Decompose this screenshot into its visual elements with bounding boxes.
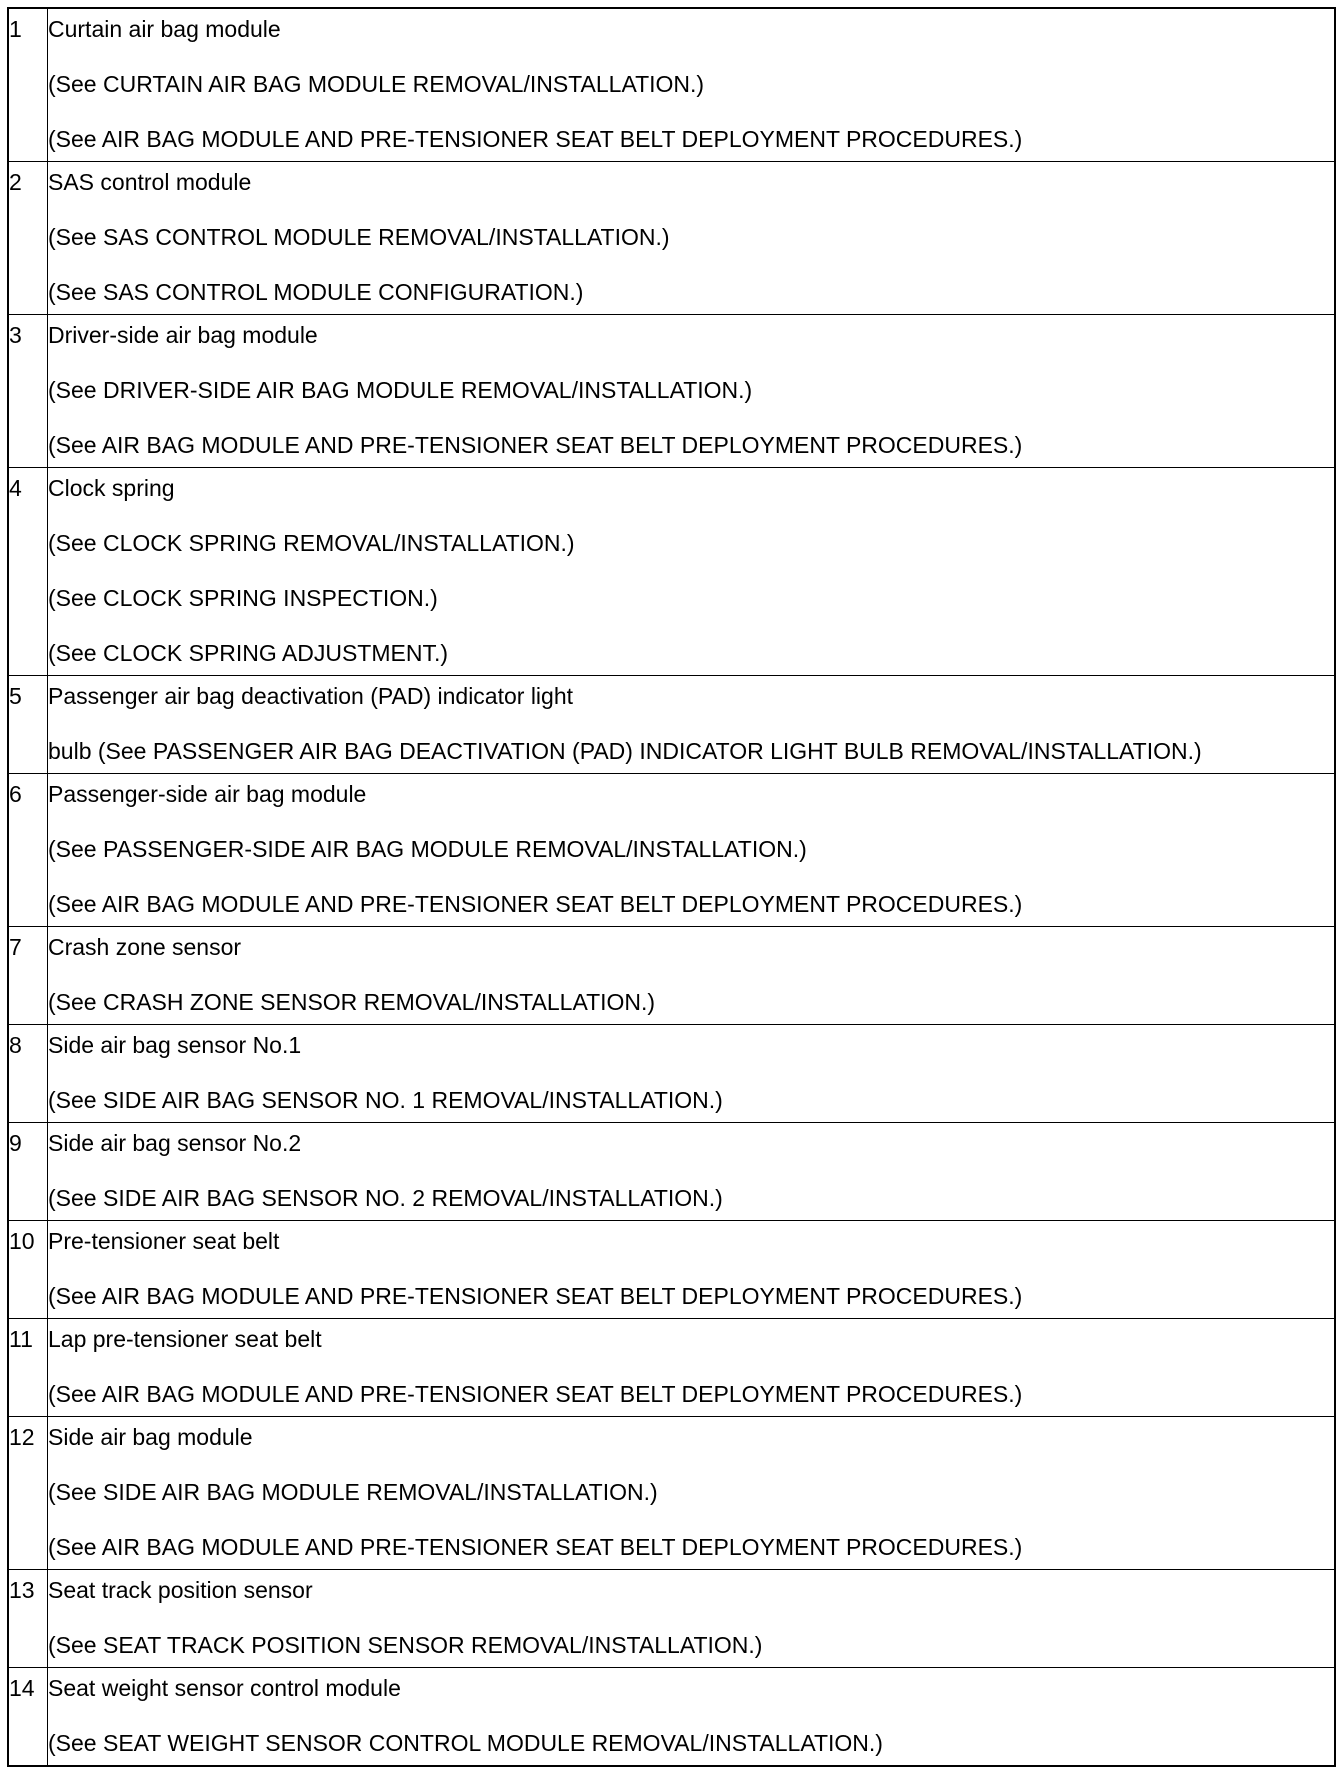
procedure-reference: (See SIDE AIR BAG SENSOR NO. 2 REMOVAL/INSTALLATION.) [48, 1185, 723, 1211]
item-number-text: 3 [9, 322, 22, 348]
item-number-text: 2 [9, 169, 22, 195]
component-name: Curtain air bag module [48, 16, 281, 42]
item-number-text: 5 [9, 683, 22, 709]
item-number [8, 1025, 48, 1123]
component-name: SAS control module [48, 169, 252, 195]
procedure-reference: bulb (See PASSENGER AIR BAG DEACTIVATION (PAD) INDICATOR LIGHT BULB REMOVAL/INSTALLATION.) [48, 738, 1202, 764]
component-name: Seat weight sensor control module [48, 1675, 401, 1701]
item-description [48, 927, 1336, 1025]
procedure-reference: (See CLOCK SPRING REMOVAL/INSTALLATION.) [48, 530, 575, 556]
procedure-reference: (See SEAT WEIGHT SENSOR CONTROL MODULE REMOVAL/INSTALLATION.) [48, 1730, 883, 1756]
table-row [8, 1668, 1335, 1767]
item-number-text: 7 [9, 934, 22, 960]
table-row [8, 8, 1335, 162]
item-number [8, 676, 48, 774]
item-number-text: 8 [9, 1032, 22, 1058]
component-name: Side air bag sensor No.1 [48, 1032, 302, 1058]
table-row [8, 1025, 1335, 1123]
procedure-reference: (See DRIVER-SIDE AIR BAG MODULE REMOVAL/INSTALLATION.) [48, 377, 753, 403]
table-row [8, 468, 1335, 676]
table-row [8, 1123, 1335, 1221]
component-name: Passenger air bag deactivation (PAD) indicator light [48, 683, 574, 709]
table-row [8, 315, 1335, 468]
item-number [8, 162, 48, 315]
component-name: Crash zone sensor [48, 934, 242, 960]
item-number [8, 8, 48, 162]
procedure-reference: (See SIDE AIR BAG MODULE REMOVAL/INSTALLATION.) [48, 1479, 658, 1505]
procedure-reference: (See CLOCK SPRING INSPECTION.) [48, 585, 438, 611]
item-number-text: 14 [9, 1675, 35, 1701]
table-row [8, 676, 1335, 774]
item-description [48, 1025, 1336, 1123]
procedure-reference: (See SEAT TRACK POSITION SENSOR REMOVAL/INSTALLATION.) [48, 1632, 763, 1658]
table-row [8, 927, 1335, 1025]
item-number [8, 1417, 48, 1570]
table-row [8, 1417, 1335, 1570]
component-name: Side air bag module [48, 1424, 253, 1450]
item-number [8, 1123, 48, 1221]
item-number [8, 774, 48, 927]
item-number-text: 4 [9, 475, 22, 501]
component-name: Side air bag sensor No.2 [48, 1130, 302, 1156]
item-description [48, 774, 1336, 927]
procedure-reference: (See CRASH ZONE SENSOR REMOVAL/INSTALLATION.) [48, 989, 656, 1015]
item-description [48, 1319, 1336, 1417]
procedure-reference: (See AIR BAG MODULE AND PRE-TENSIONER SEAT BELT DEPLOYMENT PROCEDURES.) [48, 1381, 1023, 1407]
item-number [8, 1668, 48, 1767]
component-name: Pre-tensioner seat belt [48, 1228, 280, 1254]
item-number-text: 13 [9, 1577, 35, 1603]
item-number [8, 1319, 48, 1417]
item-number [8, 1570, 48, 1668]
item-number-text: 11 [9, 1326, 33, 1352]
item-number-text: 12 [9, 1424, 35, 1450]
procedure-reference: (See SAS CONTROL MODULE REMOVAL/INSTALLATION.) [48, 224, 670, 250]
procedure-reference: (See PASSENGER-SIDE AIR BAG MODULE REMOVAL/INSTALLATION.) [48, 836, 807, 862]
item-number-text: 9 [9, 1130, 22, 1156]
procedure-reference: (See AIR BAG MODULE AND PRE-TENSIONER SEAT BELT DEPLOYMENT PROCEDURES.) [48, 891, 1023, 917]
parts-table [7, 7, 1336, 1767]
component-name: Seat track position sensor [48, 1577, 313, 1603]
item-number [8, 468, 48, 676]
item-number-text: 10 [9, 1228, 35, 1254]
item-description [48, 468, 1336, 676]
item-description [48, 162, 1336, 315]
table-row [8, 1319, 1335, 1417]
procedure-reference: (See SAS CONTROL MODULE CONFIGURATION.) [48, 279, 584, 305]
procedure-reference: (See AIR BAG MODULE AND PRE-TENSIONER SEAT BELT DEPLOYMENT PROCEDURES.) [48, 1534, 1023, 1560]
procedure-reference: (See AIR BAG MODULE AND PRE-TENSIONER SEAT BELT DEPLOYMENT PROCEDURES.) [48, 126, 1023, 152]
procedure-reference: (See CURTAIN AIR BAG MODULE REMOVAL/INSTALLATION.) [48, 71, 705, 97]
item-description [48, 1221, 1336, 1319]
item-description [48, 8, 1336, 162]
item-description [48, 1668, 1336, 1767]
item-number-text: 6 [9, 781, 22, 807]
component-name: Lap pre-tensioner seat belt [48, 1326, 322, 1352]
table-row [8, 162, 1335, 315]
table-row [8, 1221, 1335, 1319]
item-number-text: 1 [9, 16, 22, 42]
item-description [48, 1123, 1336, 1221]
procedure-reference: (See AIR BAG MODULE AND PRE-TENSIONER SEAT BELT DEPLOYMENT PROCEDURES.) [48, 432, 1023, 458]
procedure-reference: (See CLOCK SPRING ADJUSTMENT.) [48, 640, 449, 666]
item-description [48, 1570, 1336, 1668]
table-row [8, 774, 1335, 927]
item-number [8, 315, 48, 468]
item-number [8, 927, 48, 1025]
item-description [48, 676, 1336, 774]
parts-table-body [8, 8, 1335, 1766]
procedure-reference: (See AIR BAG MODULE AND PRE-TENSIONER SEAT BELT DEPLOYMENT PROCEDURES.) [48, 1283, 1023, 1309]
procedure-reference: (See SIDE AIR BAG SENSOR NO. 1 REMOVAL/INSTALLATION.) [48, 1087, 723, 1113]
item-number [8, 1221, 48, 1319]
item-description [48, 1417, 1336, 1570]
component-name: Passenger-side air bag module [48, 781, 367, 807]
table-row [8, 1570, 1335, 1668]
component-name: Clock spring [48, 475, 175, 501]
item-description [48, 315, 1336, 468]
component-name: Driver-side air bag module [48, 322, 318, 348]
